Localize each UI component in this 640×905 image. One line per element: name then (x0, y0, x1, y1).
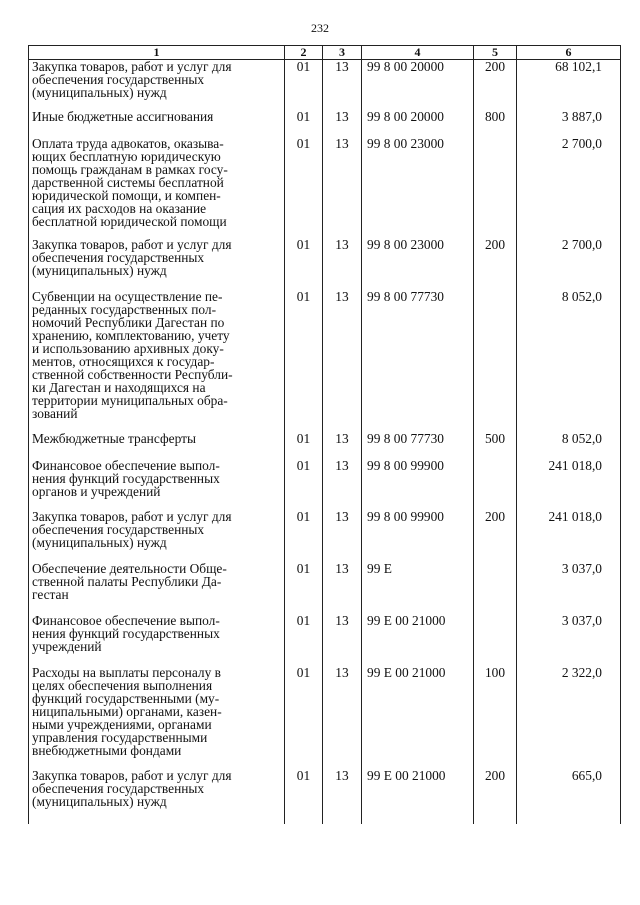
cell-name (29, 432, 285, 459)
cell-expense-type (474, 614, 517, 666)
name-line: обеспечения государственных (32, 249, 205, 265)
name-line: Закупка товаров, работ и услуг для (32, 767, 232, 783)
cell-name (29, 666, 285, 769)
name-line: (муниципальных) нужд (32, 534, 167, 550)
name-line: реданных государственных пол- (32, 301, 217, 317)
cell-amount: 3 037,0 (517, 614, 621, 666)
cell-target-article: 99 8 00 23000 (362, 238, 474, 290)
name-line: Закупка товаров, работ и услуг для (32, 236, 232, 252)
table-row (29, 666, 621, 769)
cell-amount: 8 052,0 (517, 290, 621, 432)
cell-amount: 8 052,0 (517, 432, 621, 459)
cell-amount: 241 018,0 (517, 459, 621, 510)
name-line: хранению, комплектованию, учету (32, 327, 230, 343)
cell-target-article: 99 8 00 77730 (362, 290, 474, 432)
header-col-2: 2 (285, 46, 323, 60)
cell-section: 01 (285, 562, 323, 614)
name-line: ментов, относящихся к государ- (32, 353, 215, 369)
cell-target-article: 99 Е (362, 562, 474, 614)
cell-target-article: 99 8 00 20000 (362, 60, 474, 110)
cell-expense-type: 200 (474, 510, 517, 562)
cell-section: 01 (285, 769, 323, 824)
cell-section: 01 (285, 137, 323, 238)
cell-target-article: 99 Е 00 21000 (362, 769, 474, 824)
cell-amount: 2 700,0 (517, 238, 621, 290)
name-line: обеспечения государственных (32, 780, 205, 796)
name-line: ными учреждениями, органами (32, 716, 212, 732)
page-number: 232 (311, 21, 329, 35)
name-line: и использованию архивных доку- (32, 340, 224, 356)
name-line: Финансовое обеспечение выпол- (32, 457, 220, 473)
name-line: нения функций государственных (32, 625, 220, 641)
cell-name (29, 110, 285, 137)
cell-section: 01 (285, 614, 323, 666)
name-line: гестан (32, 586, 69, 602)
cell-target-article: 99 8 00 20000 (362, 110, 474, 137)
cell-name (29, 238, 285, 290)
cell-name (29, 290, 285, 432)
cell-amount: 68 102,1 (517, 60, 621, 110)
cell-subsection: 13 (323, 510, 362, 562)
cell-subsection: 13 (323, 110, 362, 137)
cell-amount: 241 018,0 (517, 510, 621, 562)
cell-amount: 3 037,0 (517, 562, 621, 614)
table-row (29, 510, 621, 562)
name-line: ки Дагестан и находящихся на (32, 379, 206, 395)
name-line: функций государственными (му- (32, 690, 220, 706)
cell-subsection: 13 (323, 432, 362, 459)
name-line: бесплатной юридической помощи (32, 213, 227, 229)
name-line: помощь гражданам в рамках госу- (32, 161, 228, 177)
name-line: Межбюджетные трансферты (32, 430, 196, 446)
cell-subsection: 13 (323, 238, 362, 290)
cell-expense-type (474, 562, 517, 614)
cell-subsection: 13 (323, 290, 362, 432)
cell-name (29, 562, 285, 614)
name-line: целях обеспечения выполнения (32, 677, 213, 693)
table-row (29, 238, 621, 290)
cell-section: 01 (285, 238, 323, 290)
name-line: управления государственными (32, 729, 208, 745)
name-line: юридической помощи, и компен- (32, 187, 221, 203)
cell-subsection: 13 (323, 614, 362, 666)
table-row (29, 459, 621, 510)
cell-expense-type: 200 (474, 60, 517, 110)
name-line: внебюджетными фондами (32, 742, 182, 758)
cell-expense-type: 500 (474, 432, 517, 459)
table-row (29, 290, 621, 432)
cell-target-article: 99 8 00 99900 (362, 459, 474, 510)
cell-target-article: 99 8 00 23000 (362, 137, 474, 238)
cell-target-article: 99 Е 00 21000 (362, 666, 474, 769)
cell-target-article: 99 8 00 99900 (362, 510, 474, 562)
cell-name (29, 614, 285, 666)
name-line: территории муниципальных обра- (32, 392, 228, 408)
cell-amount: 2 700,0 (517, 137, 621, 238)
header-col-5: 5 (474, 46, 517, 60)
cell-name (29, 137, 285, 238)
name-line: обеспечения государственных (32, 521, 205, 537)
table-row (29, 110, 621, 137)
table-header-row (29, 46, 621, 60)
table-row (29, 614, 621, 666)
cell-name (29, 510, 285, 562)
name-line: (муниципальных) нужд (32, 85, 167, 100)
cell-amount: 665,0 (517, 769, 621, 824)
header-col-4: 4 (362, 46, 474, 60)
name-line: дарственной системы бесплатной (32, 174, 224, 190)
name-line: Закупка товаров, работ и услуг для (32, 508, 232, 524)
header-col-3: 3 (323, 46, 362, 60)
cell-section: 01 (285, 110, 323, 137)
cell-section: 01 (285, 290, 323, 432)
name-line: зований (32, 405, 78, 421)
name-line: учреждений (32, 638, 102, 654)
name-line: (муниципальных) нужд (32, 793, 167, 809)
cell-expense-type: 100 (474, 666, 517, 769)
name-line: органов и учреждений (32, 483, 161, 499)
name-line: Финансовое обеспечение выпол- (32, 612, 220, 628)
cell-section: 01 (285, 432, 323, 459)
cell-subsection: 13 (323, 137, 362, 238)
name-line: Обеспечение деятельности Обще- (32, 560, 227, 576)
name-line: ственной собственности Республи- (32, 366, 233, 382)
cell-subsection: 13 (323, 60, 362, 110)
name-line: Закупка товаров, работ и услуг для (32, 59, 232, 74)
table-row (29, 137, 621, 238)
table-row (29, 769, 621, 824)
cell-target-article: 99 8 00 77730 (362, 432, 474, 459)
name-line: Субвенции на осуществление пе- (32, 288, 223, 304)
table-row (29, 60, 621, 110)
budget-table (28, 45, 621, 824)
cell-expense-type (474, 459, 517, 510)
cell-subsection: 13 (323, 769, 362, 824)
name-line: Расходы на выплаты персоналу в (32, 664, 221, 680)
table-row (29, 562, 621, 614)
cell-expense-type: 800 (474, 110, 517, 137)
name-line: Иные бюджетные ассигнования (32, 108, 214, 124)
cell-amount: 2 322,0 (517, 666, 621, 769)
cell-section: 01 (285, 459, 323, 510)
table-body (29, 60, 621, 824)
cell-expense-type: 200 (474, 238, 517, 290)
name-line: ющих бесплатную юридическую (32, 148, 221, 164)
cell-expense-type (474, 290, 517, 432)
name-line: сация их расходов на оказание (32, 200, 207, 216)
name-line: ниципальными) органами, казен- (32, 703, 222, 719)
name-line: Оплата труда адвокатов, оказыва- (32, 135, 224, 151)
cell-name (29, 769, 285, 824)
cell-subsection: 13 (323, 562, 362, 614)
cell-target-article: 99 Е 00 21000 (362, 614, 474, 666)
cell-subsection: 13 (323, 666, 362, 769)
cell-expense-type: 200 (474, 769, 517, 824)
header-col-1: 1 (29, 46, 285, 60)
cell-section: 01 (285, 510, 323, 562)
cell-amount: 3 887,0 (517, 110, 621, 137)
name-line: (муниципальных) нужд (32, 262, 167, 278)
header-col-6: 6 (517, 46, 621, 60)
cell-name (29, 459, 285, 510)
cell-expense-type (474, 137, 517, 238)
name-line: номочий Республики Дагестан по (32, 314, 225, 330)
cell-name (29, 60, 285, 110)
cell-subsection: 13 (323, 459, 362, 510)
name-line: обеспечения государственных (32, 72, 205, 87)
name-line: нения функций государственных (32, 470, 220, 486)
name-line: ственной палаты Республики Да- (32, 573, 222, 589)
table-row (29, 432, 621, 459)
cell-section: 01 (285, 60, 323, 110)
cell-section: 01 (285, 666, 323, 769)
